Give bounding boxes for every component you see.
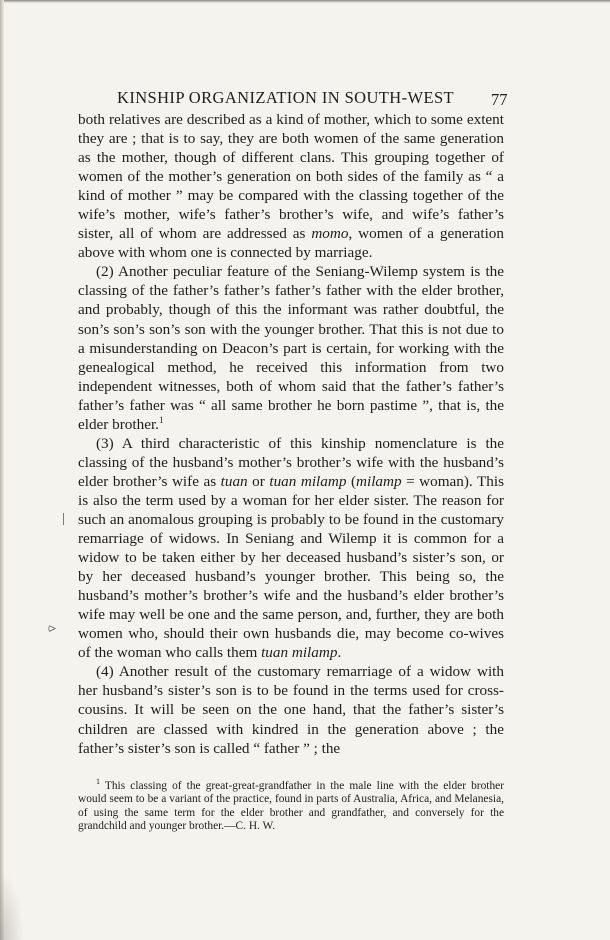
footnote-reference: 1 bbox=[158, 414, 164, 425]
margin-pencil-mark: ⪧ bbox=[48, 621, 56, 636]
page-number: 77 bbox=[491, 90, 508, 109]
paragraph-1: both relatives are described as a kind of mother, which to some extent they are ; that is to say, they are both women of the same generation as the mother, though of different clans. This grouping together of women of the mother’s generation on both sides of the family as “ a kind of mother ” may be compared with the classing together of the wife’s mother, wife’s father’s brother’s wife, and wife’s father’s sister, all of whom are addressed as momo, women of a generation above with whom one is connected by marriage. bbox=[78, 111, 504, 262]
scan-top-edge bbox=[0, 0, 610, 3]
running-title: KINSHIP ORGANIZATION IN SOUTH-WEST bbox=[117, 88, 455, 107]
scan-corner-smudge bbox=[0, 870, 24, 940]
term-tuan: tuan bbox=[220, 472, 248, 490]
paragraph-4: (4) Another result of the customary remarriage of a widow with her husband’s sister’s son is to be found in the terms used for cross-cousins. It will be seen on the one hand, that the father’s sister’s children are classed with kindred in the generation above ; the father’s sister’s son is called “ father ” ; the bbox=[78, 663, 504, 757]
footnote-mark: 1 bbox=[96, 777, 100, 787]
term-milamp: milamp bbox=[356, 472, 402, 490]
term-momo: momo bbox=[311, 225, 349, 243]
paragraph-2: (2) Another peculiar feature of the Seniang-Wilemp system is the classing of the father’s father’s father’s father with the elder brother, and probably, though of this the informant was rather doubtful, the son’s son’s son’s son with the younger brother. That this is not due to a misunderstanding on Deacon’s part is certain, for working with the genealogical method, he received this information from two independent witnesses, both of whom said that the father’s father’s father’s father was “ all same brother he born pastime ”, that is, the elder brother.$^1$ bbox=[78, 263, 504, 433]
footnote-text: This classing of the great-great-grandfather in the male line with the elder brother would seem to be a variant of the practice, found in parts of Australia, Africa, and Melanesia, of using the same term for the elder brother and grandfather, and conversely for the grandchild and younger brother.—C. H. W. bbox=[78, 780, 504, 833]
footnote bbox=[78, 777, 504, 834]
main-text bbox=[78, 110, 504, 758]
margin-tick-mark bbox=[63, 513, 64, 525]
term-tuan-milamp: tuan milamp bbox=[269, 472, 347, 490]
term-tuan-milamp-2: tuan milamp bbox=[261, 644, 338, 662]
scan-left-edge bbox=[0, 0, 4, 940]
paragraph-3: (3) A third characteristic of this kinship nomenclature is the classing of the husband’s mother’s brother’s wife with the husband’s elder brother’s wife as tuan or tuan milamp (milamp = woman). This is also the term used by a woman for her elder sister. The reason for such an anomalous grouping is probably to be found in the customary remarriage of widows. In Seniang and Wilemp it is common for a widow to be taken either by her deceased husband’s sister’s son, or by her deceased husband’s younger brother. This being so, the husband’s mother’s brother’s wife and the husband’s elder brother’s wife may well be one and the same person, and, further, they are both women who, should their own husbands die, may become co-wives of the woman who calls them tuan milamp. bbox=[78, 434, 504, 662]
